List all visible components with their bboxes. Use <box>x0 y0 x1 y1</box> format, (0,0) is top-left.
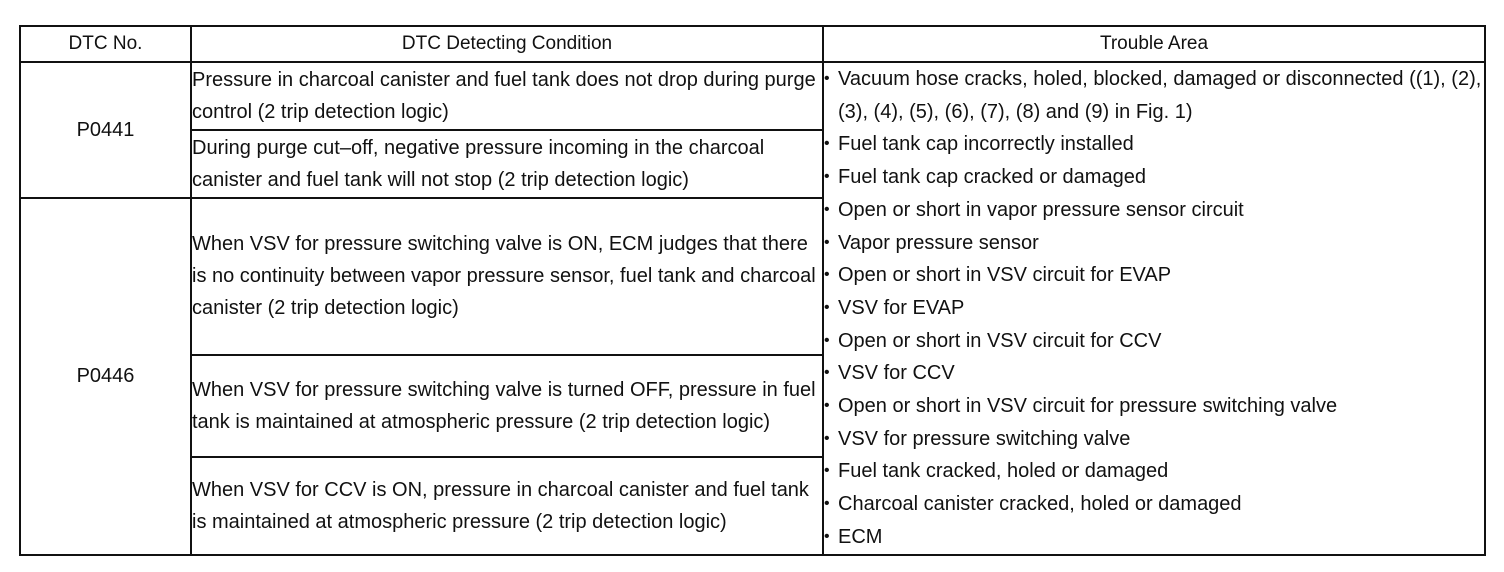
detecting-condition: Pressure in charcoal canister and fuel tank does not drop during purge control (2 trip detection logic) <box>191 62 823 130</box>
header-dtc-no: DTC No. <box>20 26 191 62</box>
table-row <box>20 62 1485 130</box>
trouble-area-item: • VSV for CCV <box>824 357 1484 390</box>
detecting-condition: When VSV for pressure switching valve is ON, ECM judges that there is no continuity between vapor pressure sensor, fuel tank and charcoal canister (2 trip detection logic) <box>191 198 823 355</box>
trouble-area-cell <box>823 62 1485 555</box>
trouble-area-list <box>824 63 1484 554</box>
trouble-area-item: • Fuel tank cracked, holed or damaged <box>824 455 1484 488</box>
dtc-code-p0441: P0441 <box>20 62 191 198</box>
dtc-table <box>19 25 1486 556</box>
trouble-area-item: • Vacuum hose cracks, holed, blocked, damaged or disconnected ((1), (2), (3), (4), (5), (6), (7), (8) and (9) in Fig. 1) <box>824 63 1484 128</box>
trouble-area-item: • Fuel tank cap cracked or damaged <box>824 161 1484 194</box>
detecting-condition: When VSV for CCV is ON, pressure in charcoal canister and fuel tank is maintained at atmospheric pressure (2 trip detection logic) <box>191 457 823 555</box>
trouble-area-item: • Open or short in vapor pressure sensor circuit <box>824 194 1484 227</box>
detecting-condition: When VSV for pressure switching valve is turned OFF, pressure in fuel tank is maintained at atmospheric pressure (2 trip detection logic) <box>191 355 823 457</box>
trouble-area-item: • VSV for pressure switching valve <box>824 423 1484 456</box>
trouble-area-item: • VSV for EVAP <box>824 292 1484 325</box>
dtc-code-p0446: P0446 <box>20 198 191 555</box>
detecting-condition: During purge cut–off, negative pressure incoming in the charcoal canister and fuel tank will not stop (2 trip detection logic) <box>191 130 823 198</box>
trouble-area-item: • ECM <box>824 521 1484 554</box>
header-trouble-area: Trouble Area <box>823 26 1485 62</box>
trouble-area-item: • Vapor pressure sensor <box>824 227 1484 260</box>
header-row <box>20 26 1485 62</box>
trouble-area-item: • Charcoal canister cracked, holed or damaged <box>824 488 1484 521</box>
trouble-area-item: • Open or short in VSV circuit for CCV <box>824 325 1484 358</box>
trouble-area-item: • Open or short in VSV circuit for pressure switching valve <box>824 390 1484 423</box>
trouble-area-item: • Open or short in VSV circuit for EVAP <box>824 259 1484 292</box>
header-detecting-condition: DTC Detecting Condition <box>191 26 823 62</box>
trouble-area-item: • Fuel tank cap incorrectly installed <box>824 128 1484 161</box>
